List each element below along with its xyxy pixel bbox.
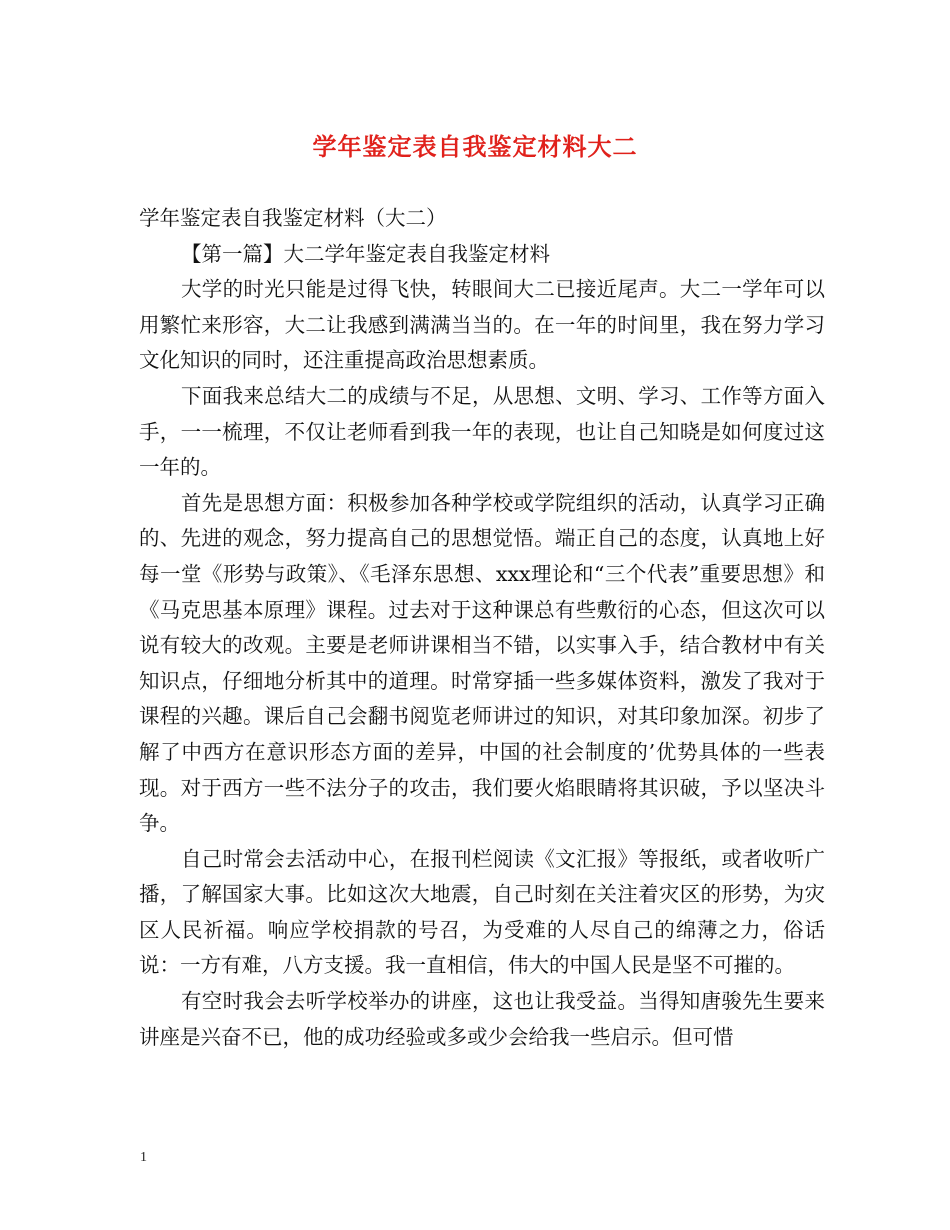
section-heading: 【第一篇】大二学年鉴定表自我鉴定材料 — [181, 241, 550, 266]
page-number: 1 — [140, 1150, 147, 1165]
body-paragraph: 自己时常会去活动中心，在报刊栏阅读《文汇报》等报纸，或者收听广播，了解国家大事。比如这次大地震，自己时刻在关注着灾区的形势，为灾区人民祈福。响应学校捐款的号召，为受难的人尽自己的绵薄之力，俗话说：一方有难，八方支援。我一直相信，伟大的中国人民是坚不可摧的。 — [139, 846, 825, 978]
subtitle-paragraph: 学年鉴定表自我鉴定材料（大二） — [139, 206, 447, 230]
document-title: 学年鉴定表自我鉴定材料大二 — [312, 132, 638, 161]
body-paragraph: 有空时我会去听学校举办的讲座，这也让我受益。当得知唐骏先生要来讲座是兴奋不已，他的成功经验或多或少会给我一些启示。但可惜 — [139, 989, 825, 1049]
document-body — [139, 201, 825, 1055]
body-paragraph: 首先是思想方面：积极参加各种学校或学院组织的活动，认真学习正确的、先进的观念，努力提高自己的思想觉悟。端正自己的态度，认真地上好每一堂《形势与政策》、《毛泽东思想、xxx理论和“三个代表”重要思想》和《马克思基本原理》课程。过去对于这种课总有些敷衍的心态，但这次可以说有较大的改观。主要是老师讲课相当不错，以实事入手，结合教材中有关知识点，仔细地分析其中的道理。时常穿插一些多媒体资料，激发了我对于课程的兴趣。课后自己会翻书阅览老师讲过的知识，对其印象加深。初步了解了中西方在意识形态方面的差异，中国的社会制度的’优势具体的一些表现。对于西方一些不法分子的攻击，我们要火焰眼睛将其识破，予以坚决斗争。 — [139, 490, 825, 836]
body-paragraph: 大学的时光只能是过得飞快，转眼间大二已接近尾声。大二一学年可以用繁忙来形容，大二让我感到满满当当的。在一年的时间里，我在努力学习文化知识的同时，还注重提高政治思想素质。 — [139, 277, 825, 373]
body-paragraph: 下面我来总结大二的成绩与不足，从思想、文明、学习、工作等方面入手，一一梳理，不仅让老师看到我一年的表现，也让自己知晓是如何度过这一年的。 — [139, 383, 825, 480]
